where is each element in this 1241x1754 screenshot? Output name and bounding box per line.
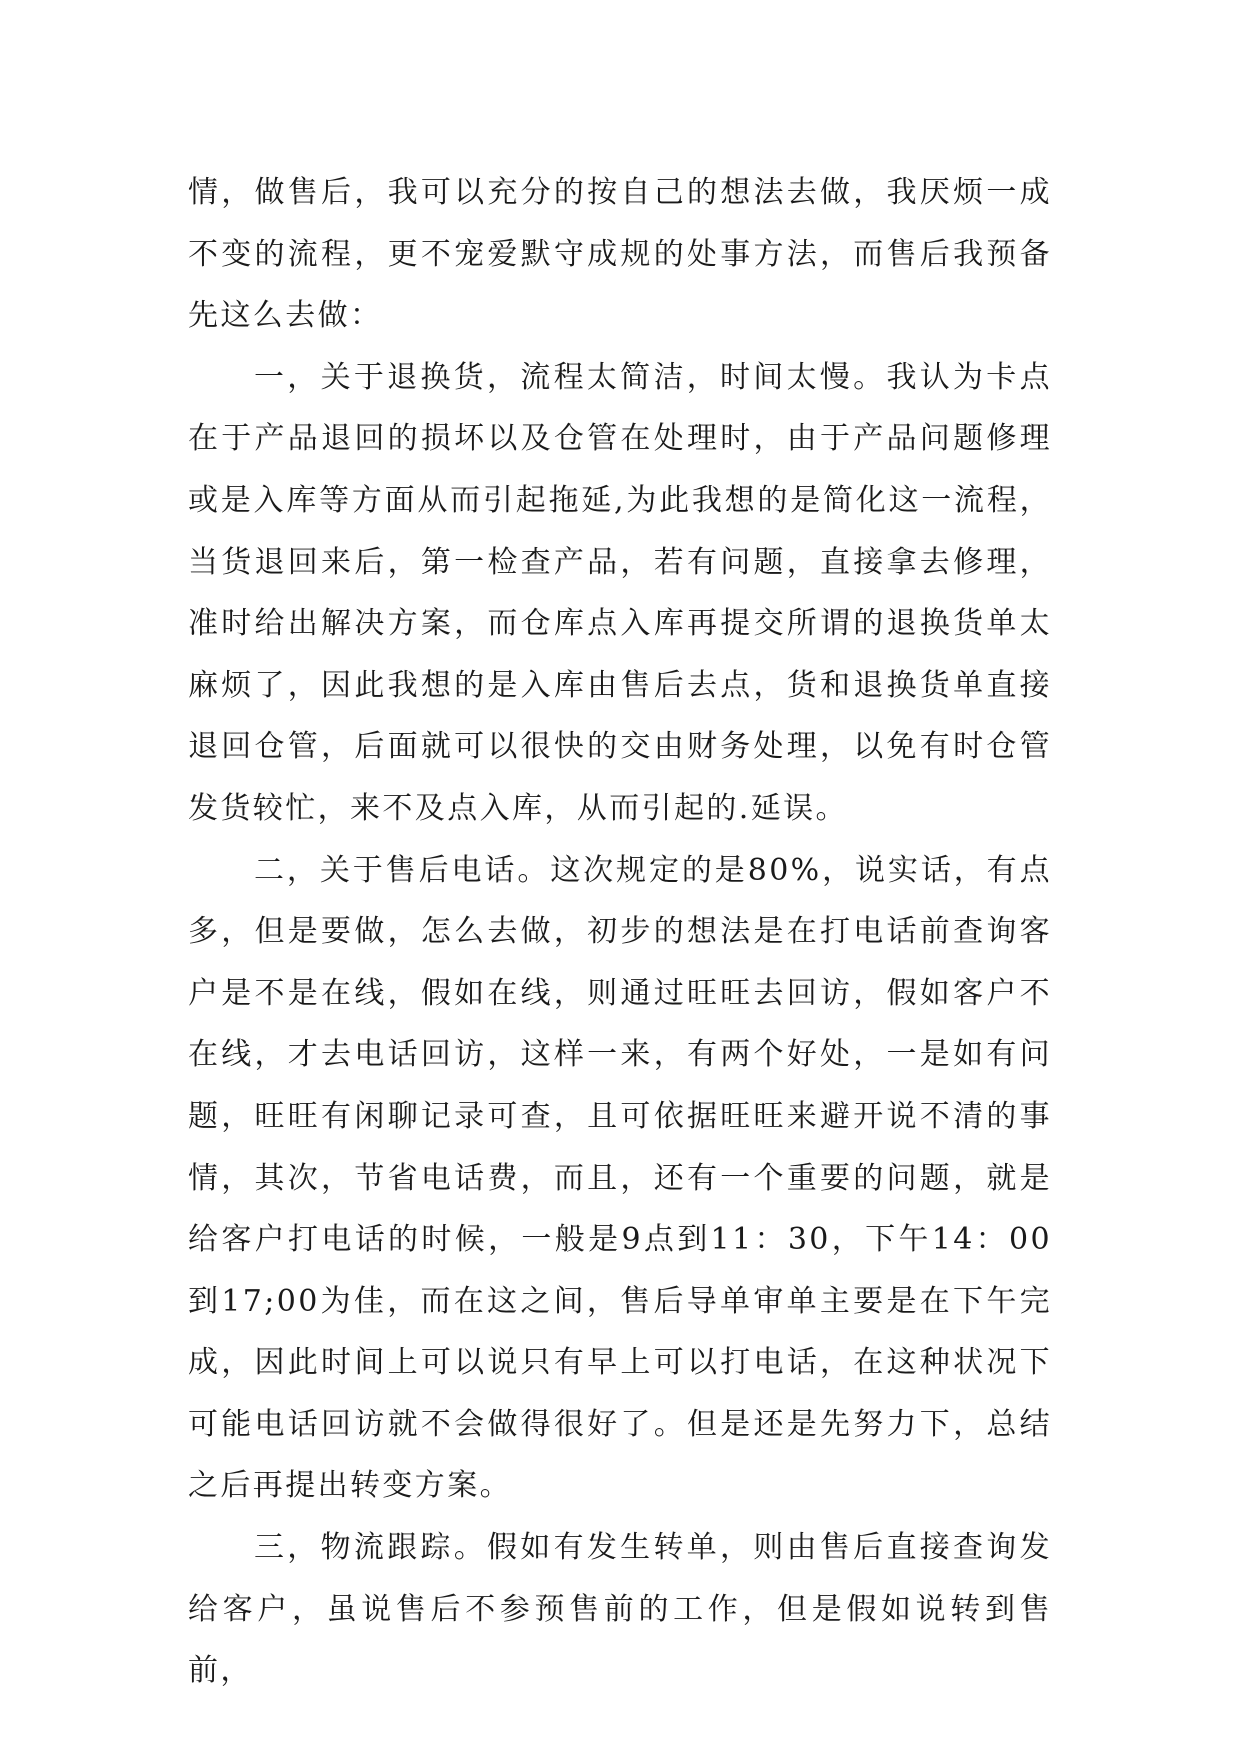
document-body [188,162,1052,1702]
paragraph-returns-exchange: 一，关于退换货，流程太简洁，时间太慢。我认为卡点在于产品退回的损坏以及仓管在处理时，由于产品问题修理或是入库等方面从而引起拖延,为此我想的是简化这一流程，当货退回来后，第一检查产品，若有问题，直接拿去修理，准时给出解决方案，而仓库点入库再提交所谓的退换货单太麻烦了，因此我想的是入库由售后去点，货和退换货单直接退回仓管，后面就可以很快的交由财务处理，以免有时仓管发货较忙，来不及点入库，从而引起的.延误。 [188,359,1052,826]
paragraph-continuation: 情，做售后，我可以充分的按自己的想法去做，我厌烦一成不变的流程，更不宠爱默守成规的处事方法，而售后我预备先这么去做： [188,175,1052,334]
paragraph-logistics-tracking: 三，物流跟踪。假如有发生转单，则由售后直接查询发给客户，虽说售后不参预售前的工作，但是假如说转到售前， [188,1530,1052,1689]
paragraph-after-sales-calls: 二，关于售后电话。这次规定的是80%，说实话，有点多，但是要做，怎么去做，初步的想法是在打电话前查询客户是不是在线，假如在线，则通过旺旺去回访，假如客户不在线，才去电话回访，这样一来，有两个好处，一是如有问题，旺旺有闲聊记录可查，且可依据旺旺来避开说不清的事情，其次，节省电话费，而且，还有一个重要的问题，就是给客户打电话的时候，一般是9点到11：30，下午14：00到17;00为佳，而在这之间，售后导单审单主要是在下午完成，因此时间上可以说只有早上可以打电话，在这种状况下可能电话回访就不会做得很好了。但是还是先努力下，总结之后再提出转变方案。 [188,852,1052,1504]
